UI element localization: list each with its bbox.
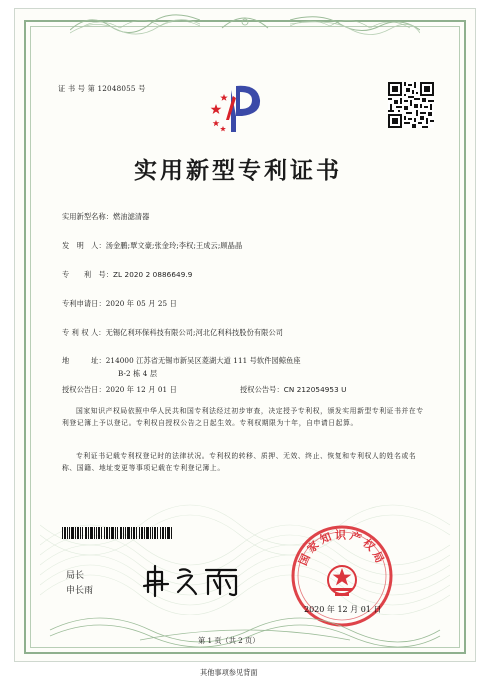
address-value-line2: B-2 栋 4 层 bbox=[118, 369, 158, 378]
grant-number-value: CN 212054953 U bbox=[283, 385, 347, 394]
page-indicator: 第 1 页（共 2 页） bbox=[198, 636, 260, 645]
signatory-title: 局长 bbox=[66, 571, 85, 581]
back-note: 其他事项参见背面 bbox=[200, 668, 258, 677]
filing-date-row bbox=[62, 299, 177, 309]
grant-date-value: 2020 年 12 月 01 日 bbox=[105, 385, 177, 394]
cert-no-suffix: 号 bbox=[138, 84, 146, 93]
grant-date-row bbox=[62, 385, 177, 395]
grant-statement-paragraph: 国家知识产权局依照中华人民共和国专利法经过初步审查，决定授予专利权，颁发实用新型专利证书并在专利登记簿上予以登记。专利权自授权公告之日起生效。专利权期限为十年，自申请日起算。 bbox=[62, 407, 424, 427]
patentee-label: 专 利 权 人： bbox=[62, 328, 106, 337]
patent-number-value: ZL 2020 2 0886649.9 bbox=[113, 270, 193, 279]
patentee-value: 无锡亿利环保科技有限公司;河北亿利科技股份有限公司 bbox=[105, 328, 284, 337]
filing-date-label: 专利申请日： bbox=[62, 299, 106, 308]
inventor-value: 汤金鹏;覃文豪;张金玲;李权;王成云;顾晶晶 bbox=[105, 241, 243, 250]
seal-text: 国家知识产权局 bbox=[296, 528, 388, 568]
utility-model-name-row bbox=[62, 212, 149, 222]
utility-model-name-label: 实用新型名称： bbox=[62, 212, 114, 221]
utility-model-name-value: 燃油滤清器 bbox=[113, 212, 150, 221]
inventor-label: 发 明 人： bbox=[62, 241, 106, 250]
filing-date-value: 2020 年 05 月 25 日 bbox=[105, 299, 177, 308]
patentee-row bbox=[62, 328, 283, 338]
grant-date-label: 授权公告日： bbox=[62, 385, 106, 394]
grant-number-row bbox=[240, 385, 347, 395]
grant-number-label: 授权公告号： bbox=[240, 385, 284, 394]
barcode bbox=[62, 527, 174, 539]
signatory-name: 申长雨 bbox=[66, 586, 94, 596]
inventor-row bbox=[62, 241, 242, 251]
certificate-number bbox=[58, 84, 146, 94]
top-center-ornament bbox=[220, 10, 270, 36]
cnipa-logo bbox=[206, 82, 272, 136]
cert-no-value: 12048055 bbox=[97, 84, 136, 93]
address-value-line1: 214000 江苏省无锡市新吴区菱湖大道 111 号软件园鲸鱼座 bbox=[105, 356, 301, 365]
patent-number-row bbox=[62, 270, 192, 280]
svg-text:国家知识产权局 bbox=[295, 527, 387, 567]
patent-number-label: 专 利 号： bbox=[62, 270, 114, 279]
certificate-title: 实用新型专利证书 bbox=[134, 157, 342, 184]
qr-code bbox=[388, 82, 434, 128]
top-left-ornament bbox=[70, 10, 200, 36]
register-statement-paragraph: 专利证书记载专利权登记时的法律状况。专利权的转移、质押、无效、终止、恢复和专利权人的姓名或名称、国籍、地址变更等事项记载在专利登记簿上。 bbox=[62, 452, 417, 472]
handwritten-signature bbox=[140, 562, 252, 598]
address-row bbox=[62, 356, 301, 366]
cert-no-label: 证 书 号 第 bbox=[58, 84, 96, 93]
seal-date: 2020 年 12 月 01 日 bbox=[304, 605, 382, 614]
address-label: 地 址： bbox=[62, 356, 106, 365]
top-right-ornament bbox=[290, 10, 420, 36]
